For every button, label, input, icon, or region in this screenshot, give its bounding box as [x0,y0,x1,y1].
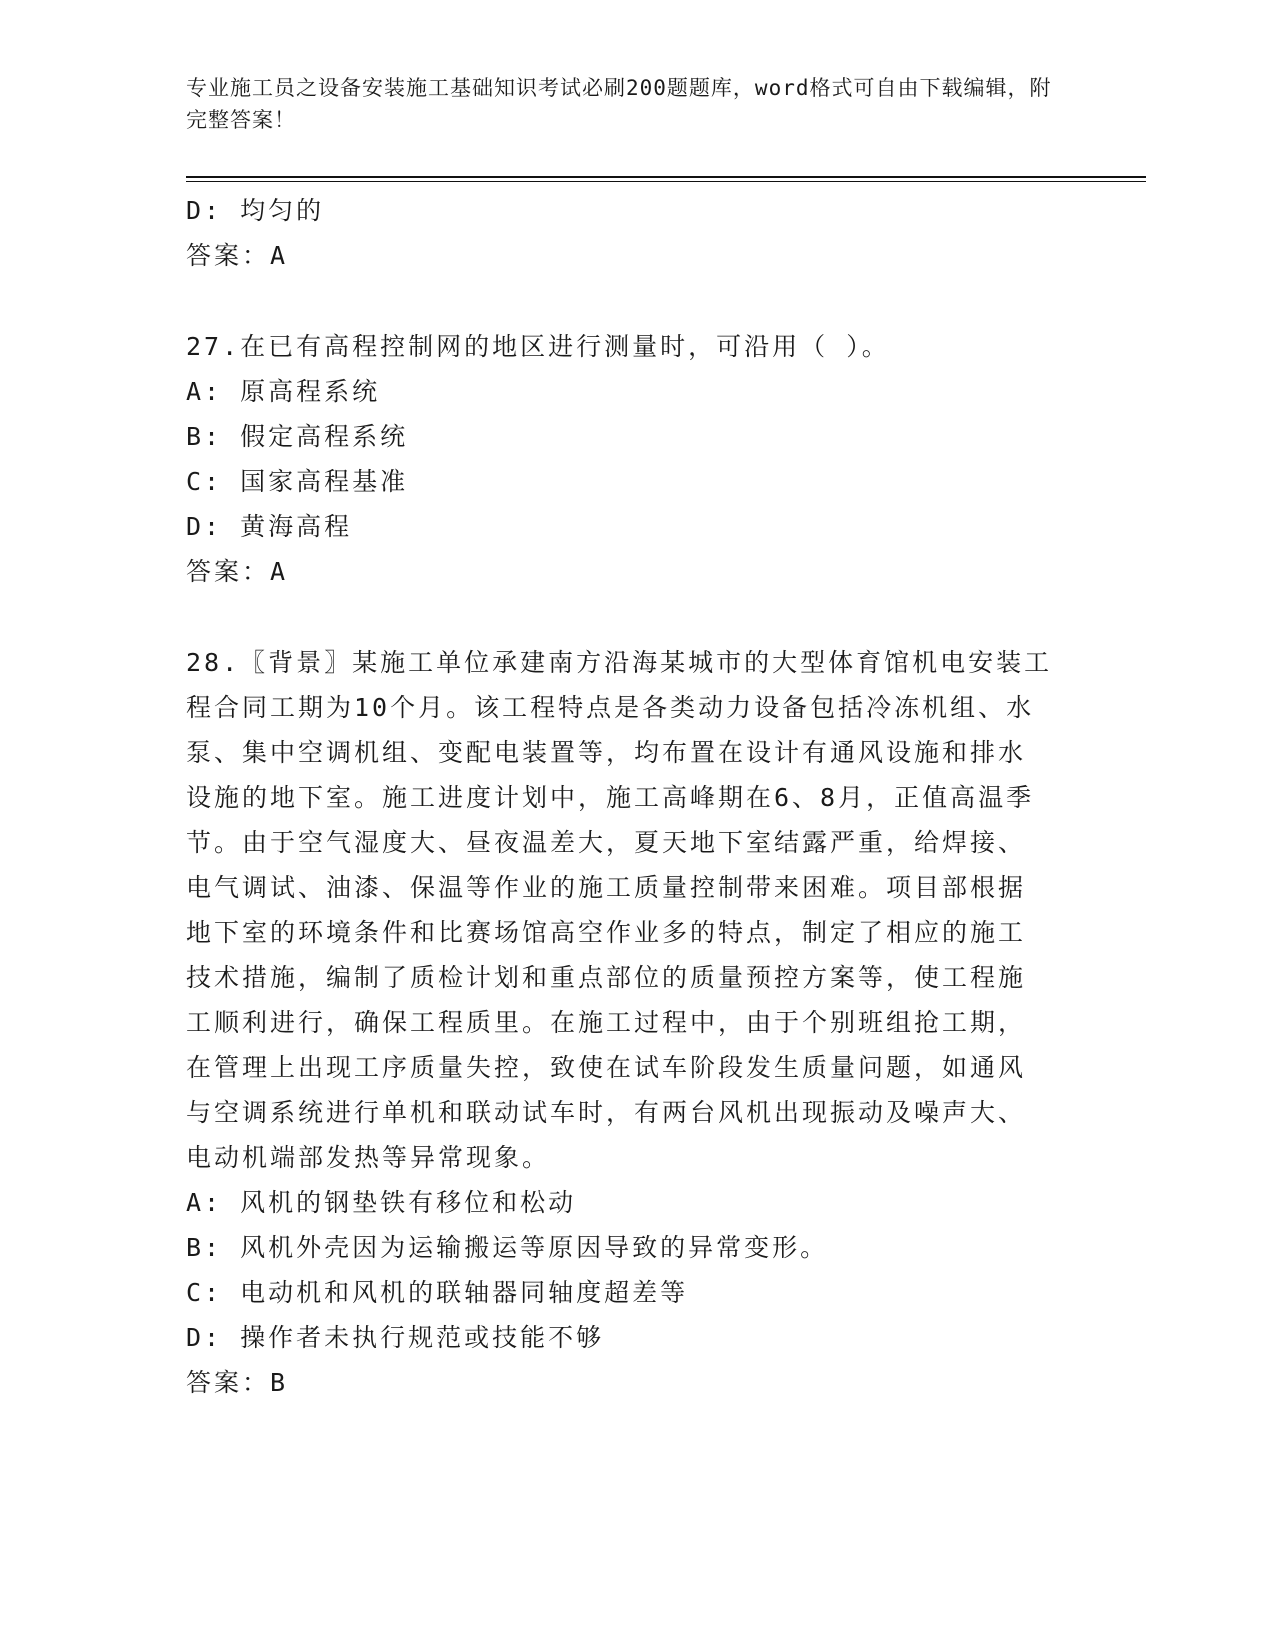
q28-background-line: 在管理上出现工序质量失控，致使在试车阶段发生质量问题，如通风 [186,1053,1027,1082]
q28-background-line: 工顺利进行，确保工程质里。在施工过程中，由于个别班组抢工期， [186,1008,1027,1037]
q28-background-line: 与空调系统进行单机和联动试车时，有两台风机出现振动及噪声大、 [186,1098,1027,1127]
q28-background-line: 电气调试、油漆、保温等作业的施工质量控制带来困难。项目部根据 [186,873,1027,902]
spacer [186,278,1086,324]
q27-answer: 答案：A [186,557,289,586]
q28-background [186,640,1086,1180]
q28-background-line: 地下室的环境条件和比赛场馆高空作业多的特点，制定了相应的施工 [186,918,1027,947]
q27-option-d: D: 黄海高程 [186,512,353,541]
spacer [186,594,1086,640]
q28-option-a: A: 风机的钢垫铁有移位和松动 [186,1188,577,1217]
q28-option-d: D: 操作者未执行规范或技能不够 [186,1323,605,1352]
document-body [186,188,1086,1405]
q28-background-line: 电动机端部发热等异常现象。 [186,1143,551,1172]
q26-answer: 答案：A [186,241,289,270]
q28-background-line: 泵、集中空调机组、变配电装置等，均布置在设计有通风设施和排水 [186,738,1027,767]
q28-option-b: B: 风机外壳因为运输搬运等原因导致的异常变形。 [186,1233,829,1262]
q27-option-a: A: 原高程系统 [186,377,381,406]
header-divider-thick [186,176,1146,178]
q28-background-line: 设施的地下室。施工进度计划中，施工高峰期在6、8月，正值高温季 [186,783,1035,812]
q27-option-c: C: 国家高程基准 [186,467,409,496]
q27-stem: 27.在已有高程控制网的地区进行测量时，可沿用（ ）。 [186,332,890,361]
q28-background-line: 28.〖背景〗某施工单位承建南方沿海某城市的大型体育馆机电安装工 [186,648,1053,677]
q28-background-line: 节。由于空气湿度大、昼夜温差大，夏天地下室结露严重，给焊接、 [186,828,1027,857]
q28-option-c: C: 电动机和风机的联轴器同轴度超差等 [186,1278,689,1307]
q28-background-line: 程合同工期为10个月。该工程特点是各类动力设备包括冷冻机组、水 [186,693,1035,722]
q28-background-line: 技术措施，编制了质检计划和重点部位的质量预控方案等，使工程施 [186,963,1027,992]
page-header: 专业施工员之设备安装施工基础知识考试必刷200题题库，word格式可自由下载编辑，附完整答案！ [186,76,1052,132]
q27-option-b: B: 假定高程系统 [186,422,409,451]
q26-option-d: D: 均匀的 [186,196,325,225]
q28-answer: 答案：B [186,1368,289,1397]
header-divider-thin [186,181,1146,182]
